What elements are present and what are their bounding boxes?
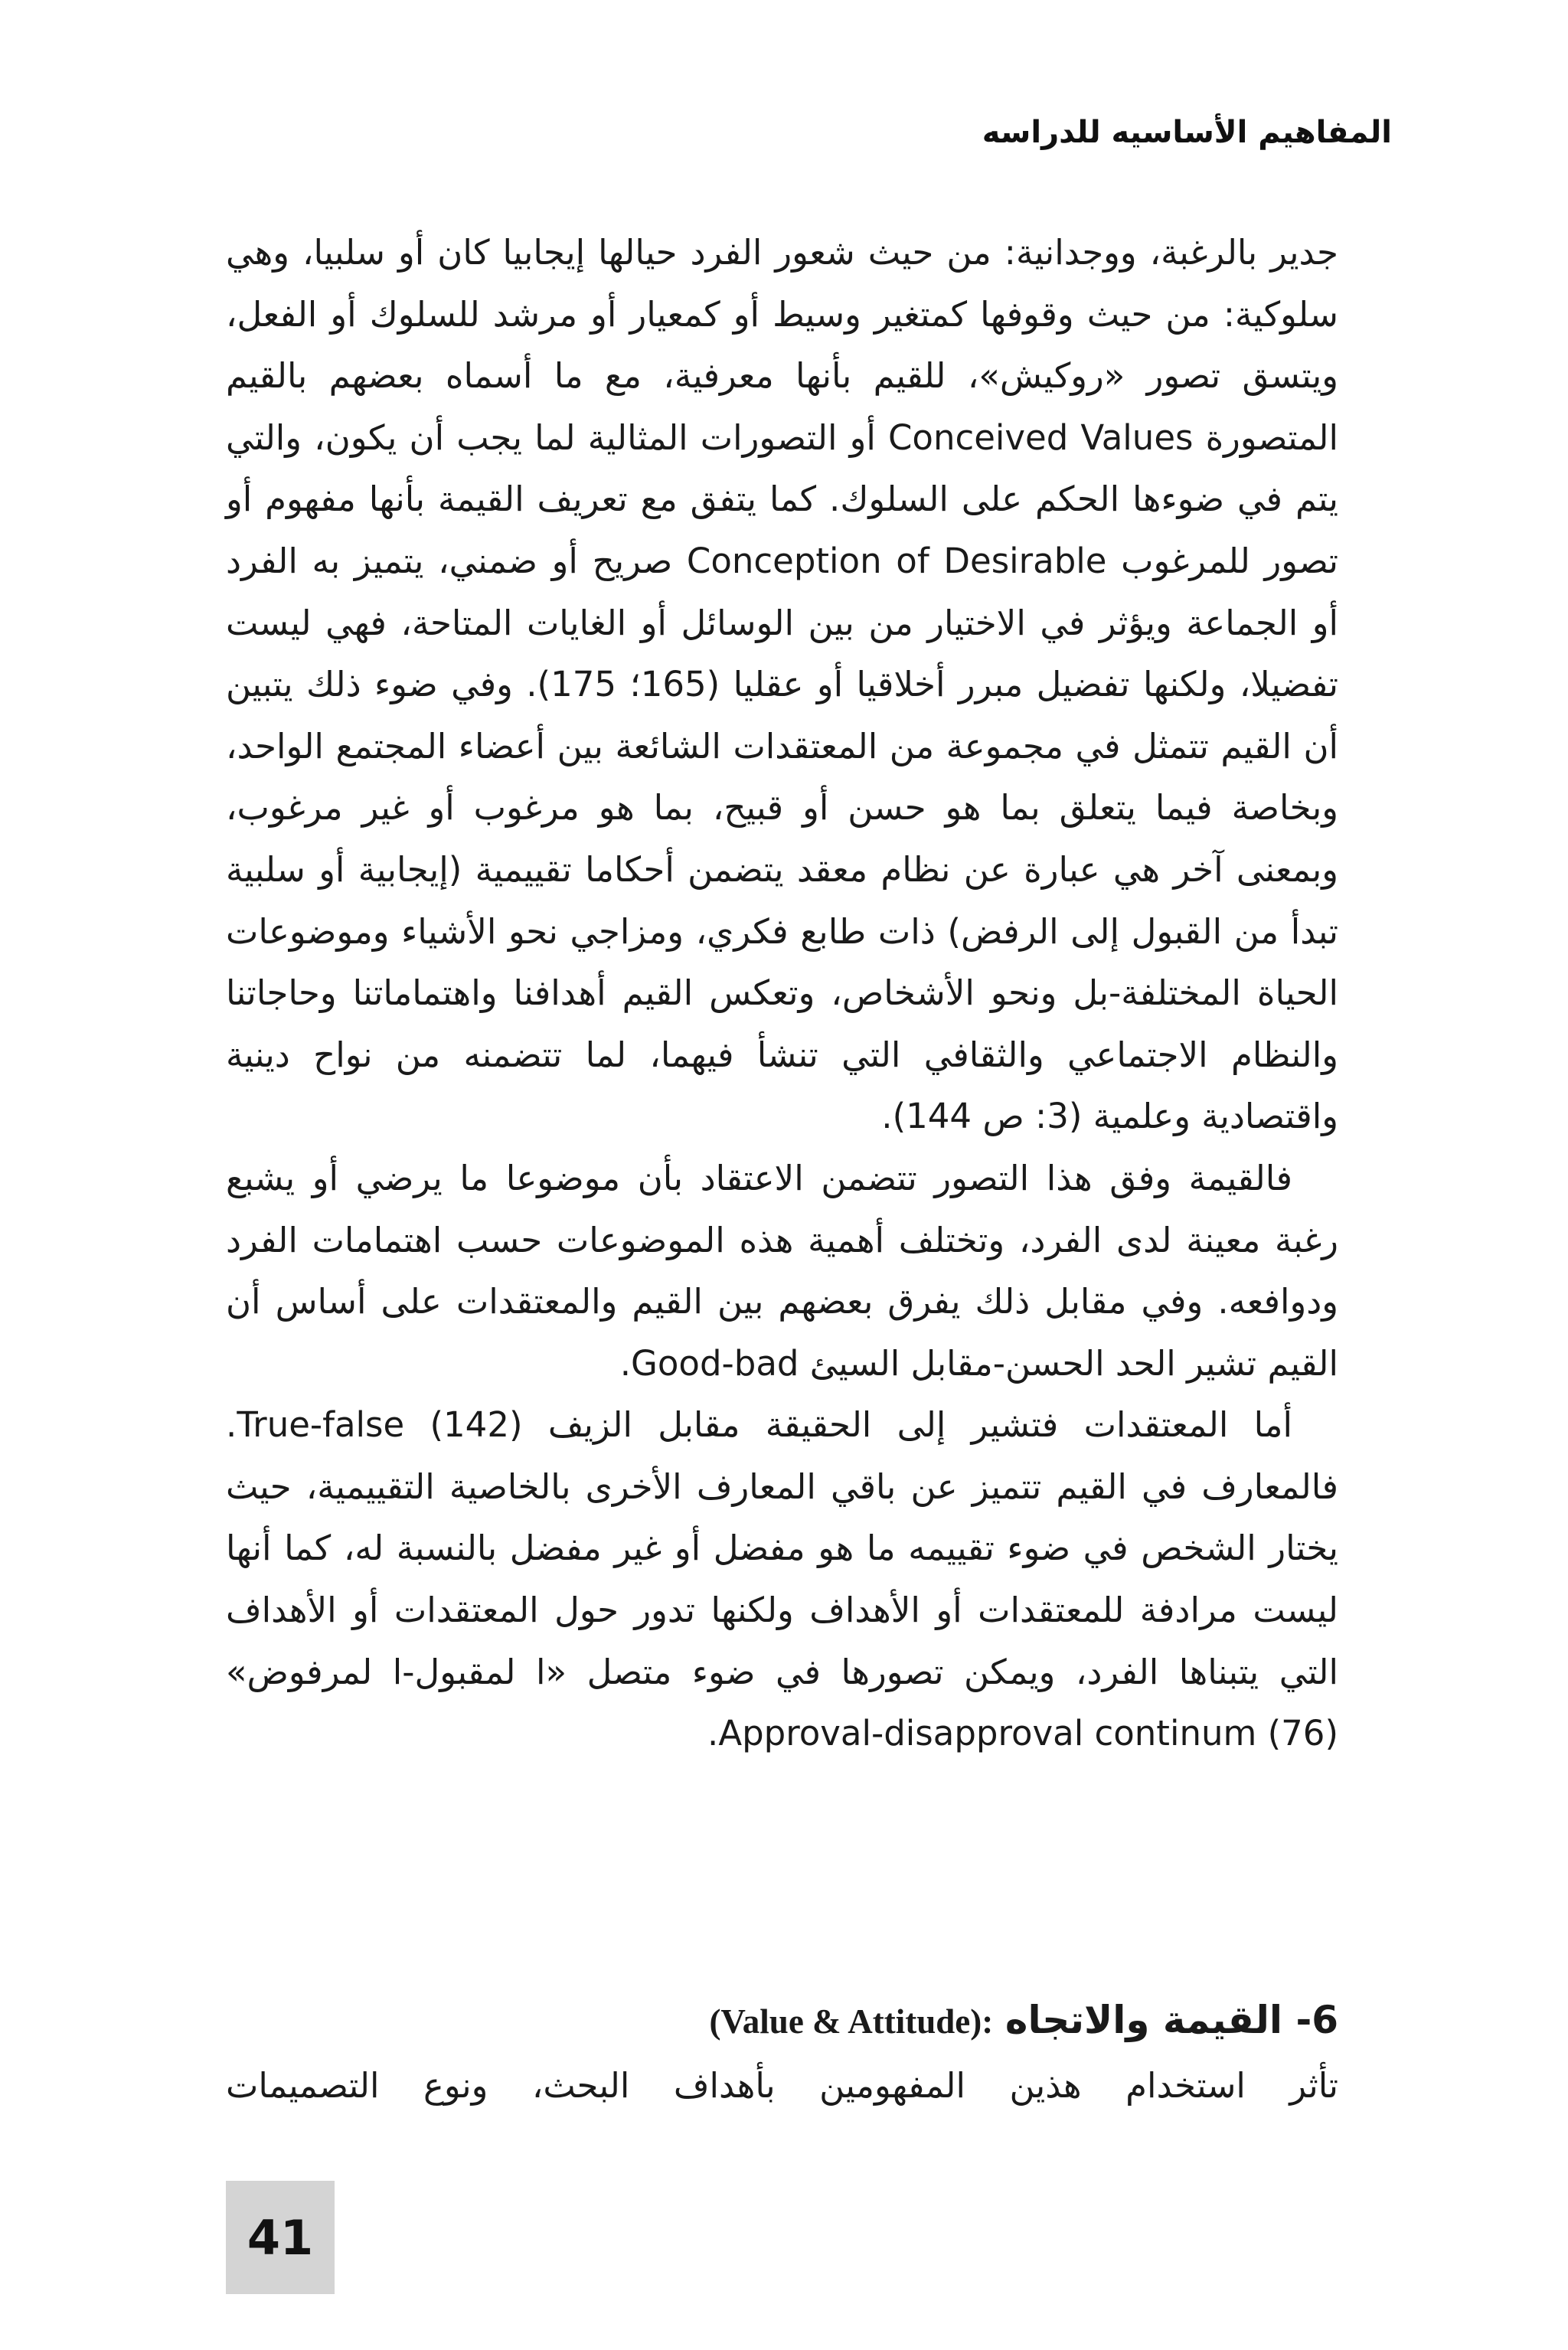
- section-first-line: تأثر استخدام هذين المفهومين بأهداف البحث، ونوع التصميمات: [226, 2065, 1338, 2106]
- paragraph-1: جدير بالرغبة، ووجدانية: من حيث شعور الفرد حيالها إيجابيا كان أو سلبيا، وهي سلوكية: من حيث وقوفها كمتغير وسيط أو كمعيار أو مرشد للسلوك أو الفعل، ويتسق تصور «روكيش»، للقيم بأنها معرفية، مع ما أسماه بعضهم بالقيم المتصورة Conceived Values أو التصورات المثالية لما يجب أن يكون، والتي يتم في ضوءها الحكم على السلوك. كما يتفق مع تعريف القيمة بأنها مفهوم أو تصور للمرغوب Conception of Desirable صريح أو ضمني، يتميز به الفرد أو الجماعة ويؤثر في الاختيار من بين الوسائل أو الغايات المتاحة، فهي ليست تفضيلا، ولكنها تفضيل مبرر أخلاقيا أو عقليا (165؛ 175). وفي ضوء ذلك يتبين أن القيم تتمثل في مجموعة من المعتقدات الشائعة بين أعضاء المجتمع الواحد، وبخاصة فيما يتعلق بما هو حسن أو قبيح، بما هو مرغوب أو غير مرغوب، وبمعنى آخر هي عبارة عن نظام معقد يتضمن أحكاما تقييمية (إيجابية أو سلبية تبدأ من القبول إلى الرفض) ذات طابع فكري، ومزاجي نحو الأشياء وموضوعات الحياة المختلفة-بل ونحو الأشخاص، وتعكس القيم أهدافنا واهتماماتنا وحاجاتنا والنظام الاجتماعي والثقافي التي تنشأ فيهما، لما تتضمنه من نواح دينية واقتصادية وعلمية (3: ص 144).: [226, 232, 1339, 1137]
- section-heading-latin: (Value & Attitude):: [709, 2002, 994, 2041]
- page-number-box: [226, 2181, 335, 2294]
- body-text: [226, 222, 1338, 1765]
- paragraph-2: فالقيمة وفق هذا التصور تتضمن الاعتقاد بأن موضوعا ما يرضي أو يشبع رغبة معينة لدى الفرد، وتختلف أهمية هذه الموضوعات حسب اهتمامات الفرد ودوافعه. وفي مقابل ذلك يفرق بعضهم بين القيم والمعتقدات على أساس أن القيم تشير الحد الحسن-مقابل السيئ Good-bad.: [226, 1157, 1338, 1384]
- section-heading-title: 6- القيمة والاتجاه: [1004, 1998, 1338, 2042]
- paragraph-3: أما المعتقدات فتشير إلى الحقيقة مقابل الزيف True-false (142). فالمعارف في القيم تتميز عن باقي المعارف الأخرى بالخاصية التقييمية، حيث يختار الشخص في ضوء تقييمه ما هو مفضل أو غير مفضل بالنسبة له، كما أنها ليست مرادفة للمعتقدات أو الأهداف ولكنها تدور حول المعتقدات أو الأهداف التي يتبناها الفرد، ويمكن تصورها في ضوء متصل «ا لمقبول-ا لمرفوض» Approval-disapproval continum (76).: [226, 1404, 1338, 1754]
- running-header: المفاهيم الأساسيه للدراسه: [982, 115, 1392, 150]
- section-heading: [226, 1989, 1338, 2052]
- page-number: 41: [247, 2209, 314, 2266]
